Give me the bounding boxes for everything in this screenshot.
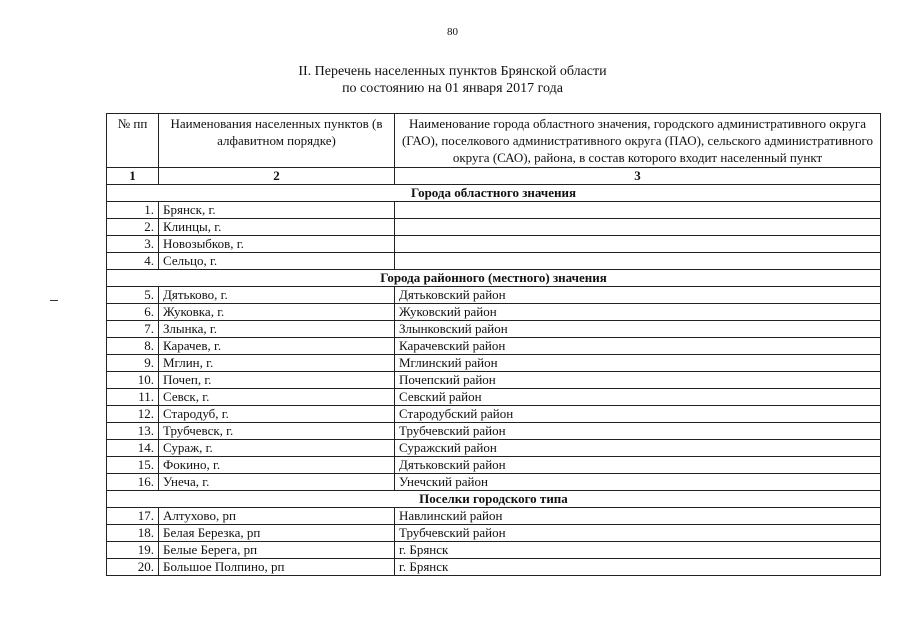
settlement-name: Большое Полпино, рп bbox=[159, 559, 395, 576]
row-number: 3. bbox=[107, 236, 159, 253]
settlement-name: Белая Березка, рп bbox=[159, 525, 395, 542]
row-number: 10. bbox=[107, 372, 159, 389]
district-name: Севский район bbox=[395, 389, 881, 406]
header-settlement-name: Наименования населенных пунктов (в алфавитном порядке) bbox=[159, 114, 395, 168]
table-row bbox=[107, 236, 881, 253]
row-number: 7. bbox=[107, 321, 159, 338]
settlement-name: Злынка, г. bbox=[159, 321, 395, 338]
settlement-name: Стародуб, г. bbox=[159, 406, 395, 423]
table-row bbox=[107, 253, 881, 270]
section-header-row bbox=[107, 491, 881, 508]
row-number: 17. bbox=[107, 508, 159, 525]
section-header-row bbox=[107, 270, 881, 287]
row-number: 4. bbox=[107, 253, 159, 270]
settlement-name: Трубчевск, г. bbox=[159, 423, 395, 440]
district-name: Жуковский район bbox=[395, 304, 881, 321]
district-name bbox=[395, 253, 881, 270]
row-number: 6. bbox=[107, 304, 159, 321]
table-body bbox=[107, 185, 881, 576]
header-number: № пп bbox=[107, 114, 159, 168]
row-number: 8. bbox=[107, 338, 159, 355]
header-row bbox=[107, 114, 881, 168]
row-number: 15. bbox=[107, 457, 159, 474]
settlement-name: Новозыбков, г. bbox=[159, 236, 395, 253]
row-number: 2. bbox=[107, 219, 159, 236]
district-name: Мглинский район bbox=[395, 355, 881, 372]
row-number: 20. bbox=[107, 559, 159, 576]
table-row bbox=[107, 338, 881, 355]
settlement-name: Севск, г. bbox=[159, 389, 395, 406]
row-number: 5. bbox=[107, 287, 159, 304]
row-number: 18. bbox=[107, 525, 159, 542]
column-number: 1 bbox=[107, 168, 159, 185]
section-title: Поселки городского типа bbox=[107, 491, 881, 508]
settlement-name: Унеча, г. bbox=[159, 474, 395, 491]
column-numbers-row bbox=[107, 168, 881, 185]
document-title bbox=[0, 63, 905, 97]
margin-mark bbox=[50, 300, 58, 301]
settlement-name: Мглин, г. bbox=[159, 355, 395, 372]
row-number: 13. bbox=[107, 423, 159, 440]
table-row bbox=[107, 219, 881, 236]
settlement-name: Жуковка, г. bbox=[159, 304, 395, 321]
district-name: Унечский район bbox=[395, 474, 881, 491]
district-name: Стародубский район bbox=[395, 406, 881, 423]
row-number: 16. bbox=[107, 474, 159, 491]
settlements-table bbox=[106, 113, 881, 576]
settlement-name: Почеп, г. bbox=[159, 372, 395, 389]
table-row bbox=[107, 406, 881, 423]
settlement-name: Клинцы, г. bbox=[159, 219, 395, 236]
table-row bbox=[107, 389, 881, 406]
district-name bbox=[395, 202, 881, 219]
district-name: Дятьковский район bbox=[395, 457, 881, 474]
header-district: Наименование города областного значения, городского административного округа (ГАО), поселкового административного округа (ПАО), сельского административного округа (САО), района, в состав которого входит населенный пункт bbox=[395, 114, 881, 168]
table-row bbox=[107, 304, 881, 321]
table-row bbox=[107, 287, 881, 304]
district-name: Злынковский район bbox=[395, 321, 881, 338]
district-name: Навлинский район bbox=[395, 508, 881, 525]
district-name: Суражский район bbox=[395, 440, 881, 457]
district-name: г. Брянск bbox=[395, 559, 881, 576]
row-number: 9. bbox=[107, 355, 159, 372]
section-title: Города районного (местного) значения bbox=[107, 270, 881, 287]
row-number: 12. bbox=[107, 406, 159, 423]
settlement-name: Алтухово, рп bbox=[159, 508, 395, 525]
district-name: Трубчевский район bbox=[395, 423, 881, 440]
district-name: Почепский район bbox=[395, 372, 881, 389]
row-number: 14. bbox=[107, 440, 159, 457]
district-name: Трубчевский район bbox=[395, 525, 881, 542]
table-row bbox=[107, 423, 881, 440]
district-name: Дятьковский район bbox=[395, 287, 881, 304]
settlement-name: Фокино, г. bbox=[159, 457, 395, 474]
row-number: 1. bbox=[107, 202, 159, 219]
settlement-name: Белые Берега, рп bbox=[159, 542, 395, 559]
table-row bbox=[107, 542, 881, 559]
table-row bbox=[107, 440, 881, 457]
district-name: Карачевский район bbox=[395, 338, 881, 355]
settlement-name: Дятьково, г. bbox=[159, 287, 395, 304]
column-number: 3 bbox=[395, 168, 881, 185]
table-row bbox=[107, 202, 881, 219]
section-header-row bbox=[107, 185, 881, 202]
district-name bbox=[395, 236, 881, 253]
section-title: Города областного значения bbox=[107, 185, 881, 202]
table-row bbox=[107, 525, 881, 542]
district-name: г. Брянск bbox=[395, 542, 881, 559]
table-row bbox=[107, 355, 881, 372]
district-name bbox=[395, 219, 881, 236]
settlement-name: Карачев, г. bbox=[159, 338, 395, 355]
table-row bbox=[107, 508, 881, 525]
column-number: 2 bbox=[159, 168, 395, 185]
settlement-name: Сельцо, г. bbox=[159, 253, 395, 270]
table-row bbox=[107, 372, 881, 389]
row-number: 19. bbox=[107, 542, 159, 559]
table-row bbox=[107, 321, 881, 338]
row-number: 11. bbox=[107, 389, 159, 406]
table-row bbox=[107, 474, 881, 491]
table-row bbox=[107, 457, 881, 474]
settlement-name: Брянск, г. bbox=[159, 202, 395, 219]
title-line-2: по состоянию на 01 января 2017 года bbox=[342, 81, 563, 96]
table-row bbox=[107, 559, 881, 576]
title-line-1: II. Перечень населенных пунктов Брянской области bbox=[298, 64, 607, 79]
page-number: 80 bbox=[447, 26, 458, 38]
settlement-name: Сураж, г. bbox=[159, 440, 395, 457]
